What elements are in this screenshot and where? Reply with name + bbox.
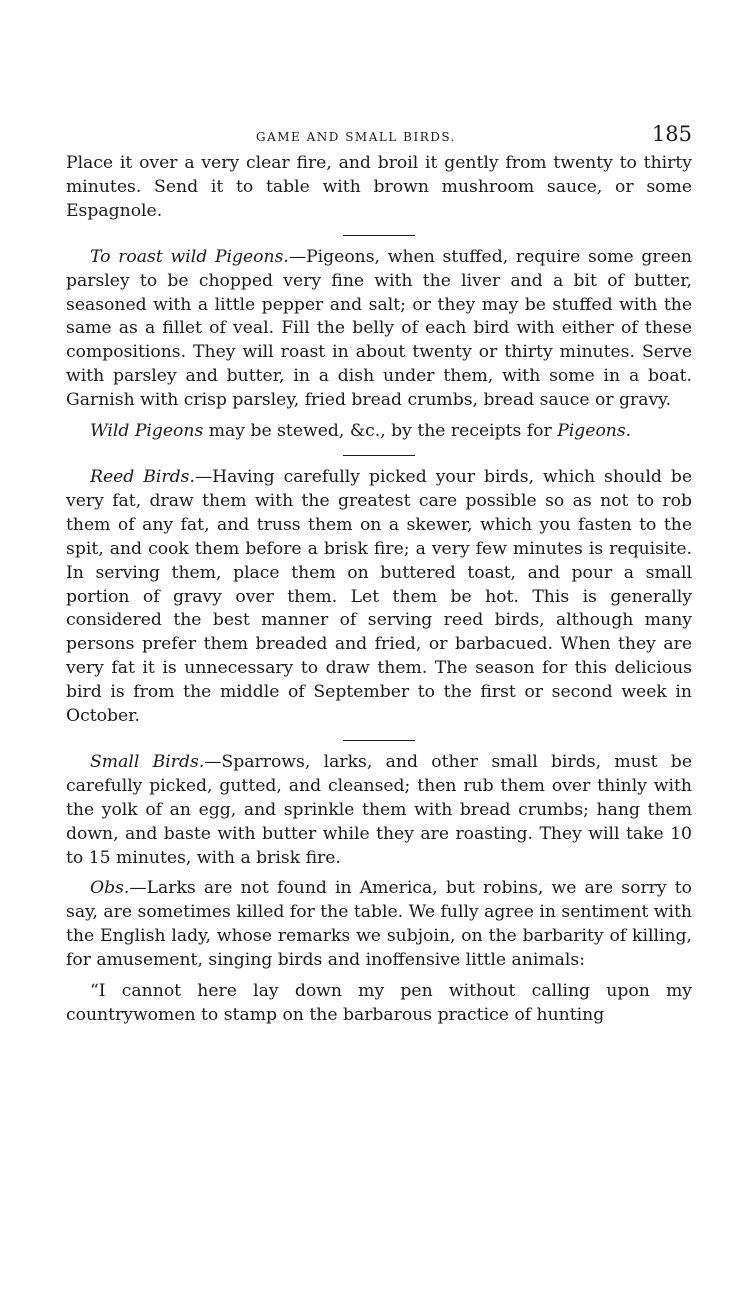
- section-divider: [343, 740, 415, 741]
- paragraph-text: —Having carefully picked your birds, which should be very fat, draw them with the greatest care possible so as not to rob them of any fat, and truss them on a skewer, which you fasten to the spit, and cook them before a brisk fire; a very few minutes is requisite. In serving them, place them on buttered toast, and pour a small portion of gravy over them. Let them be hot. This is generally considered the best manner of serving reed birds, although many persons prefer them breaded and fried, or barbacued. When they are very fat it is unnecessary to draw them. The season for this delicious bird is from the middle of September to the first or second week in October.: [66, 466, 692, 727]
- section-divider: [343, 455, 415, 456]
- paragraph-small-birds: [66, 751, 692, 871]
- paragraph-text: “I cannot here lay down my pen without calling upon my countrywomen to stamp on the barbarous practice of hunting: [66, 981, 692, 1025]
- recipe-reference: Pigeons.: [557, 421, 632, 442]
- paragraph-wild-pigeons-stewed: [66, 420, 692, 444]
- paragraph-text: may be stewed, &c., by the receipts for: [203, 421, 558, 442]
- paragraph-text: —Sparrows, larks, and other small birds, must be carefully picked, gutted, and cleansed; then rub them over thinly with the yolk of an egg, and sprinkle them with bread crumbs; hang them down, and baste with butter while they are roasting. They will take 10 to 15 minutes, with a brisk fire.: [66, 751, 692, 868]
- recipe-title: Wild Pigeons: [90, 421, 204, 442]
- paragraph-text: Place it over a very clear fire, and broil it gently from twenty to thirty minutes. Send it to table with brown mushroom sauce, or some Espagnole.: [66, 153, 692, 221]
- running-head: [66, 118, 692, 152]
- paragraph-text: —Larks are not found in America, but robins, we are sorry to say, are sometimes killed for the table. We fully agree in sentiment with the English lady, whose remarks we subjoin, on the barbarity of killing, for amusement, singing birds and inoffensive little animals:: [66, 878, 692, 971]
- running-title: GAME AND SMALL BIRDS.: [256, 130, 456, 144]
- recipe-title: Small Birds.: [90, 751, 205, 772]
- recipe-title: Reed Birds.: [90, 466, 195, 487]
- book-page: [66, 118, 692, 1028]
- page-number: 185: [651, 122, 692, 146]
- section-divider: [343, 235, 415, 236]
- paragraph-text: —Pigeons, when stuffed, require some green parsley to be chopped very fine with the liver and a bit of butter, seasoned with a little pepper and salt; or they may be stuffed with the same as a fillet of veal. Fill the belly of each bird with either of these compositions. They will roast in about twenty or thirty minutes. Serve with parsley and butter, in a dish under them, with some in a boat. Garnish with crisp parsley, fried bread crumbs, bread sauce or gravy.: [66, 246, 692, 411]
- recipe-title: To roast wild Pigeons.: [90, 246, 289, 267]
- paragraph-roast-wild-pigeons: [66, 246, 692, 413]
- paragraph-observation: [66, 877, 692, 973]
- paragraph-quotation: [66, 980, 692, 1028]
- paragraph-broil-continuation: [66, 152, 692, 224]
- recipe-title: Obs.: [90, 878, 130, 899]
- paragraph-reed-birds: [66, 466, 692, 729]
